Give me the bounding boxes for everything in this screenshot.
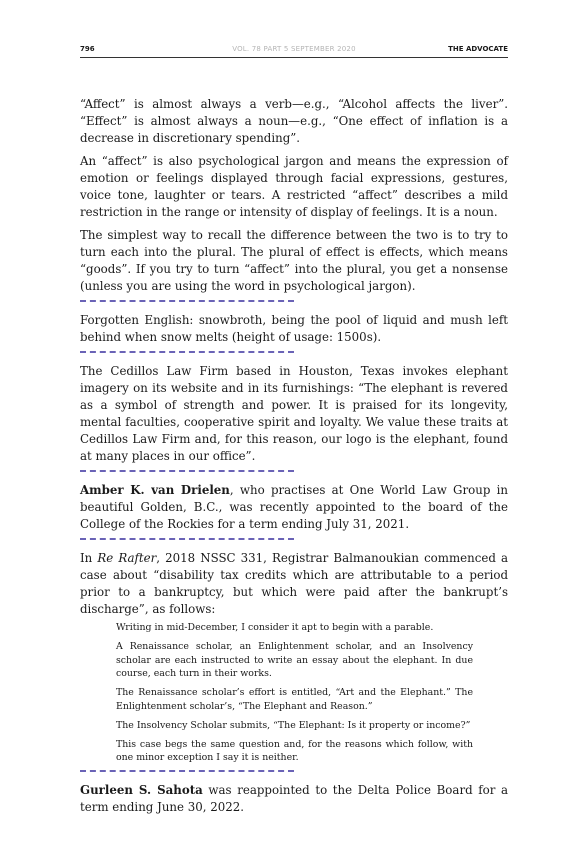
quote-paragraph: A Renaissance scholar, an Enlightenment scholar, and an Insolvency scholar are each instructed to write an essay about the elephant. In due course, each turn in their works. (116, 640, 473, 680)
person-name: Gurleen S. Sahota (80, 783, 203, 798)
header-rule (80, 57, 508, 58)
item-prefix: In (80, 551, 98, 565)
running-header (80, 45, 508, 59)
affect-paragraph-3: The simplest way to recall the difference between the two is to try to turn each into the plural. The plural of effect is effects, which means “goods”. If you try to turn “affect” into the plural, you get a nonsense (unless you are using the word in psychological jargon). (80, 228, 508, 293)
person-name: Amber K. van Drielen (80, 483, 230, 497)
section-divider (80, 470, 294, 472)
section-divider (80, 538, 294, 540)
forgotten-english-item: Forgotten English: snowbroth, being the pool of liquid and mush left behind when snow melts (height of usage: 1500s). (80, 313, 508, 344)
issue-info: VOL. 78 PART 5 SEPTEMBER 2020 (232, 45, 356, 53)
cedillos-item: The Cedillos Law Firm based in Houston, Texas invokes elephant imagery on its website and in its furnishings: “The elephant is revered as a symbol of strength and power. It is praised for its longevity, mental faculties, cooperative spirit and loyalty. We value these traits at Cedillos Law Firm and, for this reason, our logo is the elephant, found at many places in our office”. (80, 364, 508, 463)
quote-paragraph: The Renaissance scholar’s effort is entitled, “Art and the Elephant.” The Enlightenment scholar’s, “The Elephant and Reason.” (116, 687, 473, 712)
re-rafter-item (80, 550, 508, 618)
van-drielen-item (80, 482, 508, 533)
publication-title: THE ADVOCATE (448, 45, 508, 53)
item-text: was reappointed to the Delta Police Board for a term ending June 30, 2022. (80, 783, 509, 815)
section-divider (80, 351, 294, 353)
quote-paragraph: This case begs the same question and, for the reasons which follow, with one minor exception I say it is neither. (116, 738, 473, 764)
quote-paragraph: Writing in mid-December, I consider it apt to begin with a parable. (116, 622, 434, 633)
item-text: , who practises at One World Law Group in beautiful Golden, B.C., was recently appointed to the board of the College of the Rockies for a term ending July 31, 2021. (80, 483, 509, 531)
affect-paragraph-2: An “affect” is also psychological jargon and means the expression of emotion or feelings displayed through facial expressions, gestures, voice tone, laughter or tears. A restricted “affect” describes a mild restriction in the range or intensity of display of feelings. It is a noun. (80, 154, 508, 219)
section-divider (80, 770, 294, 772)
item-text: , 2018 NSSC 331, Registrar Balmanoukian commenced a case about “disability tax credits which are attributable to a period prior to a bankruptcy, but which were paid after the bankrupt’s discharge”, as follows: (80, 551, 509, 616)
quote-paragraph: The Insolvency Scholar submits, “The Elephant: Is it property or income?” (116, 719, 471, 731)
case-name: Re Rafter (97, 551, 157, 565)
article-body (80, 96, 508, 816)
section-divider (80, 300, 294, 302)
block-quote (116, 621, 473, 765)
page-number: 796 (80, 45, 95, 53)
sahota-item (80, 782, 508, 816)
affect-paragraph-1: “Affect” is almost always a verb—e.g., “Alcohol affects the liver”. “Effect” is almost always a noun—e.g., “One effect of inflation is a decrease in discretionary spending”. (80, 97, 508, 145)
